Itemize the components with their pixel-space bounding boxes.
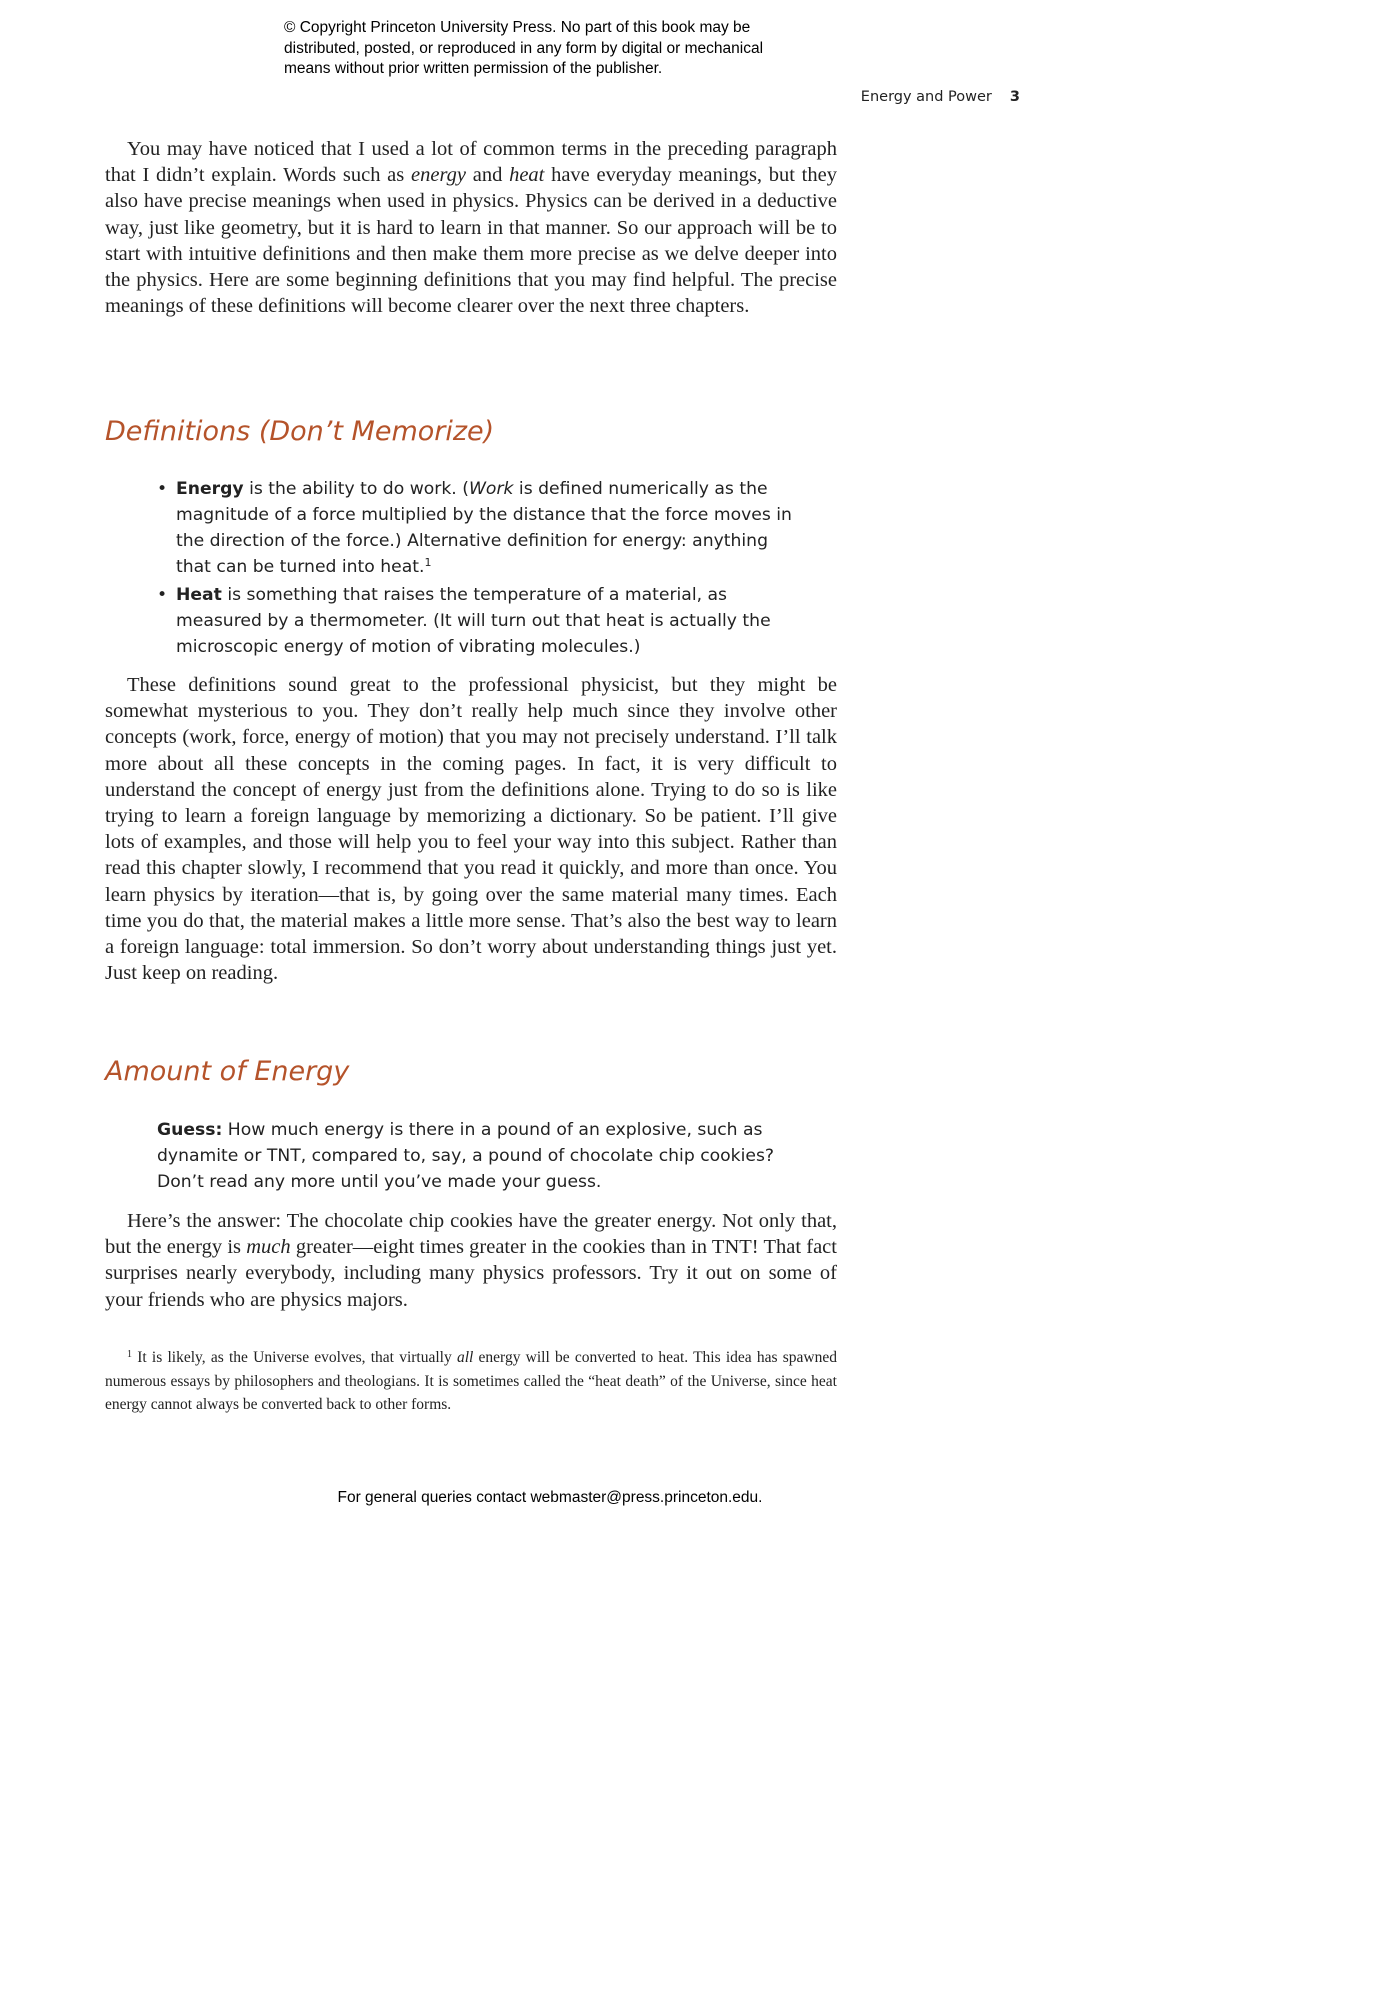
text-run: is the ability to do work. ( <box>243 479 469 499</box>
page-number: 3 <box>1009 89 1020 105</box>
footnote <box>105 1346 837 1417</box>
body-paragraph-answer <box>105 1208 837 1313</box>
footnote-reference: 1 <box>424 556 432 569</box>
copyright-line: © Copyright Princeton University Press. No part of this book may be <box>284 19 751 36</box>
text-run: and <box>466 164 510 187</box>
definition-item-heat <box>157 582 797 660</box>
emphasis-all: all <box>456 1349 474 1366</box>
text-run: It is likely, as the Universe evolves, that virtually <box>132 1349 457 1366</box>
text-run: You may have noticed that I used a lot of common terms in the preceding paragraph that I didn’t explain. Words such as <box>105 138 837 187</box>
text-run: Here’s the answer: The chocolate chip cookies have the greater energy. Not only that, but the energy is <box>105 1210 837 1259</box>
definition-term: Heat <box>176 585 222 605</box>
section-heading-definitions: Definitions (Don’t Memorize) <box>105 416 495 447</box>
footnote-number: 1 <box>127 1349 132 1360</box>
definitions-list <box>157 476 797 662</box>
guess-label: Guess: <box>157 1120 223 1140</box>
bullet-icon: • <box>157 479 168 499</box>
text-run: energy will be converted to heat. This idea has spawned numerous essays by philosophers and theologians. It is sometimes called the “heat death” of the Universe, since heat energy cannot always be converted back to other forms. <box>105 1349 837 1413</box>
section-heading-amount-of-energy: Amount of Energy <box>105 1056 350 1087</box>
emphasis-energy: energy <box>411 164 467 187</box>
text-run: is something that raises the temperature of a material, as measured by a thermometer. (It will turn out that heat is actually the microscopic energy of motion of vibrating molecules.) <box>176 585 771 657</box>
emphasis-much: much <box>246 1236 291 1259</box>
bullet-icon: • <box>157 585 168 605</box>
copyright-line: means without prior written permission of the publisher. <box>284 60 663 77</box>
guess-prompt <box>157 1117 797 1195</box>
running-head <box>700 89 1020 105</box>
copyright-notice <box>284 18 844 80</box>
definition-item-energy <box>157 476 797 580</box>
text-run: greater—eight times greater in the cookies than in TNT! That fact surprises nearly everybody, including many physics professors. Try it out on some of your friends who are physics majors. <box>105 1236 837 1311</box>
body-paragraph-intro <box>105 136 837 319</box>
running-head-title: Energy and Power <box>860 89 992 105</box>
text-run: have everyday meanings, but they also have precise meanings when used in physics. Physics can be derived in a deductive way, just like geometry, but it is hard to learn in that manner. So our approach will be to start with intuitive definitions and then make them more precise as we delve deeper into the physics. Here are some beginning definitions that you may find helpful. The precise meanings of these definitions will become clearer over the next three chapters. <box>105 164 837 318</box>
text-run: How much energy is there in a pound of an explosive, such as dynamite or TNT, compared to, say, a pound of chocolate chip cookies? Don’t read any more until you’ve made your guess. <box>157 1120 775 1192</box>
emphasis-heat: heat <box>509 164 545 187</box>
copyright-line: distributed, posted, or reproduced in any form by digital or mechanical <box>284 39 764 57</box>
body-paragraph-definitions-note: These definitions sound great to the professional physicist, but they might be somewhat mysterious to you. They don’t really help much since they involve other concepts (work, force, energy of motion) that you may not precisely understand. I’ll talk more about all these concepts in the coming pages. In fact, it is very difficult to understand the concept of energy just from the definitions alone. Trying to do so is like trying to learn a foreign language by memorizing a dictionary. So be patient. I’ll give lots of examples, and those will help you to feel your way into this subject. Rather than read this chapter slowly, I recommend that you read it quickly, and more than once. You learn physics by iteration—that is, by going over the same material many times. Each time you do that, the material makes a little more sense. That’s also the best way to learn a foreign language: total immersion. So don’t worry about understanding things just yet. Just keep on reading. <box>105 674 837 985</box>
emphasis-work: Work <box>468 479 514 499</box>
text-run: is defined numerically as the magnitude of a force multiplied by the distance that the force moves in the direction of the force.) Alternative definition for energy: anything that can be turned into heat. <box>176 479 792 577</box>
definition-term: Energy <box>176 479 244 499</box>
contact-footer: For general queries contact webmaster@press.princeton.edu. <box>337 1489 763 1506</box>
